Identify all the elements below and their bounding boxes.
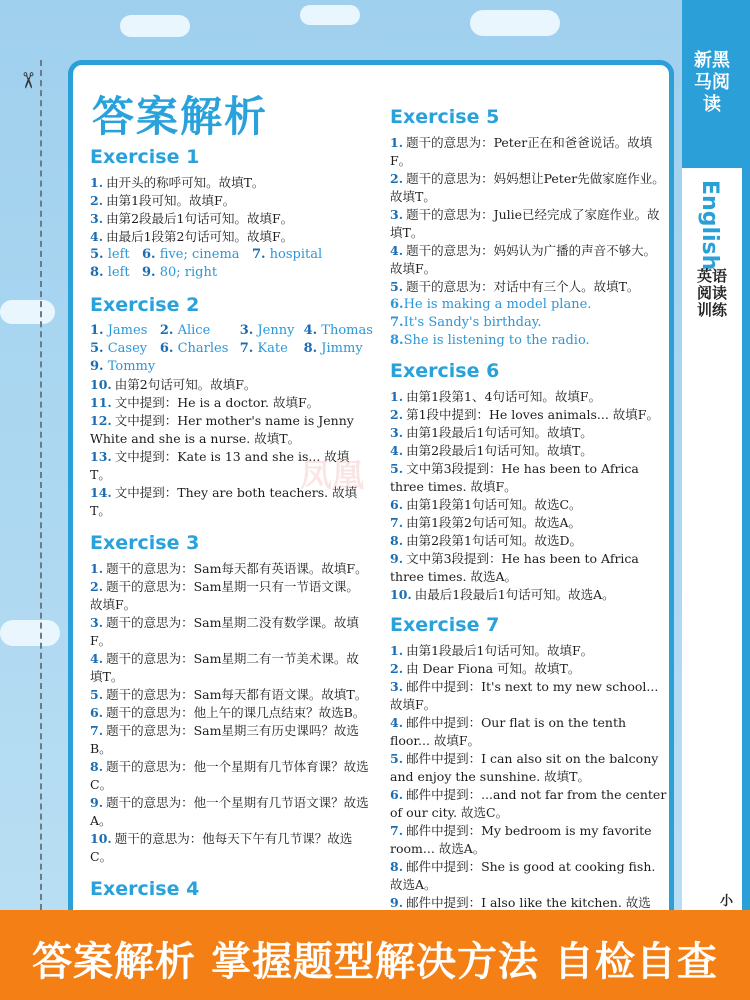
item-text: 邮件中提到：It's next to my new school... 故填F。 <box>390 679 659 712</box>
item-number: 1. <box>90 561 104 576</box>
item-text: 文中提到：He is a doctor. 故填F。 <box>114 395 320 410</box>
answer: Jimmy <box>321 341 363 356</box>
item-text: 文中第3段提到：He has been to Africa three times. 故选A。 <box>390 551 639 584</box>
answer-item <box>90 174 370 192</box>
item-text: 题干的意思为：Julie已经完成了家庭作业。故填T。 <box>390 207 660 240</box>
item-number: 8. <box>390 859 404 874</box>
exercise-7-items <box>390 642 668 930</box>
exercise-5-answers <box>390 296 668 350</box>
item-text: 由最后1段最后1句话可知。故选A。 <box>414 587 615 602</box>
item-number: 6. <box>390 297 404 312</box>
answer-item <box>90 578 370 614</box>
cut-line <box>40 60 42 910</box>
item-number: 7. <box>390 515 404 530</box>
answer-item <box>390 514 668 532</box>
answer-line <box>90 246 370 264</box>
answer-item <box>390 406 668 424</box>
answer-item <box>90 228 370 246</box>
item-text: 由第2句话可知。故填F。 <box>114 377 257 392</box>
item-text: 题干的意思为：他上午的课几点结束？故选B。 <box>106 705 366 720</box>
answer-item <box>390 296 668 314</box>
item-text: 邮件中提到：I can also sit on the balcony and enjoy the sunshine. 故填T。 <box>390 751 659 784</box>
answer: Tommy <box>107 359 156 374</box>
item-number: 14. <box>90 485 112 500</box>
item-number: 12. <box>90 413 112 428</box>
answer-item <box>390 750 668 786</box>
item-number: 5. <box>90 247 104 262</box>
item-text: 由第1段第1、4句话可知。故填F。 <box>406 389 602 404</box>
item-text: 题干的意思为：Sam星期二没有数学课。故填F。 <box>90 615 359 648</box>
answer: Alice <box>177 323 211 338</box>
item-number: 10. <box>90 377 112 392</box>
item-text: 由开头的称呼可知。故填T。 <box>106 175 265 190</box>
item-number: 11. <box>90 395 112 410</box>
item-number: 6. <box>159 341 174 356</box>
answer-item <box>390 242 668 278</box>
sidebar-english: English <box>697 180 722 271</box>
item-number: 1. <box>390 135 404 150</box>
item-number: 4. <box>90 229 104 244</box>
answer-item <box>390 822 668 858</box>
answer-item <box>390 714 668 750</box>
item-text: 由第2段第1句话可知。故选D。 <box>406 533 582 548</box>
item-number: 2. <box>390 171 404 186</box>
answer-item <box>90 394 370 412</box>
page-title: 答案解析 <box>92 92 269 141</box>
item-text: 由第1段第1句话可知。故选C。 <box>406 497 582 512</box>
item-number: 8. <box>390 333 404 348</box>
exercise-3-items <box>90 560 370 866</box>
answer-item <box>90 412 370 448</box>
item-text: 题干的意思为：Peter正在和爸爸说话。故填F。 <box>390 135 653 168</box>
item-text: 由最后1段第2句话可知。故填F。 <box>106 229 294 244</box>
answer: Jenny <box>257 323 295 338</box>
exercise-1-items <box>90 174 370 246</box>
answer-item <box>390 442 668 460</box>
item-text: He is making a model plane. <box>403 297 592 312</box>
item-text: 文中提到：Kate is 13 and she is... 故填T。 <box>90 449 350 482</box>
item-number: 7. <box>251 247 266 262</box>
item-number: 5. <box>390 279 404 294</box>
item-text: 题干的意思为：妈妈认为广播的声音不够大。故填F。 <box>390 243 657 276</box>
item-text: 由第2段最后1句话可知。故填T。 <box>406 443 593 458</box>
answer-item <box>90 722 370 758</box>
item-text: 邮件中提到：I also like the kitchen. 故选 <box>406 895 651 910</box>
item-number: 5. <box>390 461 404 476</box>
item-number: 7. <box>90 723 104 738</box>
answer-item <box>390 586 668 604</box>
answer-item <box>390 678 668 714</box>
answer-item <box>390 424 668 442</box>
answer-item <box>390 786 668 822</box>
answer-item <box>90 560 370 578</box>
item-number: 3. <box>90 211 104 226</box>
item-number: 2. <box>390 407 404 422</box>
item-number: 1. <box>90 323 104 338</box>
item-text: 题干的意思为：对话中有三个人。故填T。 <box>406 279 640 294</box>
item-number: 8. <box>303 341 318 356</box>
answer: Casey <box>107 341 148 356</box>
exercise-title: Exercise 5 <box>390 106 500 128</box>
answer-item <box>390 278 668 296</box>
right-column <box>390 100 668 930</box>
cloud <box>470 10 560 36</box>
sidebar-small-text: 小 <box>720 894 734 909</box>
item-text: She is listening to the radio. <box>403 333 590 348</box>
item-text: 题干的意思为：妈妈想让Peter先做家庭作业。故填T。 <box>390 171 665 204</box>
answer: left <box>107 265 130 280</box>
exercise-title: Exercise 3 <box>90 532 200 554</box>
item-number: 5. <box>390 751 404 766</box>
answer: five; cinema <box>159 247 240 262</box>
item-number: 2. <box>90 579 104 594</box>
item-number: 2. <box>159 323 174 338</box>
item-text: 文中提到：Her mother's name is Jenny White and she is a nurse. 故填T。 <box>90 413 354 446</box>
bottom-banner <box>0 910 750 1000</box>
answer: 80; right <box>159 265 218 280</box>
item-text: 邮件中提到：She is good at cooking fish. 故选A。 <box>390 859 656 892</box>
item-text: 题干的意思为：Sam星期二有一节美术课。故填T。 <box>90 651 359 684</box>
answer-item <box>390 332 668 350</box>
exercise-title: Exercise 7 <box>390 614 500 636</box>
item-number: 7. <box>390 315 404 330</box>
item-number: 1. <box>390 643 404 658</box>
exercise-title: Exercise 6 <box>390 360 500 382</box>
answer-item <box>90 484 370 520</box>
item-text: 由第1段第2句话可知。故选A。 <box>406 515 581 530</box>
item-text: 题干的意思为：Sam星期三有历史课吗？故选B。 <box>90 723 359 756</box>
item-number: 9. <box>142 265 156 280</box>
exercise-2-items <box>90 376 370 520</box>
item-number: 10. <box>390 587 412 602</box>
answer-item <box>390 550 668 586</box>
item-text: 由第1段最后1句话可知。故填F。 <box>406 643 594 658</box>
item-number: 2. <box>90 193 104 208</box>
item-number: 4. <box>90 651 104 666</box>
item-text: 题干的意思为：Sam星期一只有一节语文课。故填F。 <box>90 579 359 612</box>
item-text: 邮件中提到：...and not far from the center of our city. 故选C。 <box>390 787 667 820</box>
answer: James <box>107 323 148 338</box>
item-text: 题干的意思为：Sam每天都有语文课。故填T。 <box>106 687 368 702</box>
item-text: 由第2段最后1句话可知。故填F。 <box>106 211 294 226</box>
item-number: 6. <box>390 787 404 802</box>
answer-item <box>390 388 668 406</box>
item-number: 1. <box>390 389 404 404</box>
answer-item <box>390 532 668 550</box>
answer-item <box>90 448 370 484</box>
answer-line <box>90 264 370 282</box>
exercise-title: Exercise 2 <box>90 294 200 316</box>
cloud <box>0 300 55 324</box>
item-text: 邮件中提到：My bedroom is my favorite room... 故选A。 <box>390 823 652 856</box>
item-text: 题干的意思为：他每天下午有几节课？故选C。 <box>90 831 353 864</box>
item-number: 1. <box>90 175 104 190</box>
item-number: 5. <box>90 687 104 702</box>
item-number: 4. <box>390 715 404 730</box>
item-text: It's Sandy's birthday. <box>403 315 542 330</box>
sidebar-subtitle: 英语阅读训练 <box>697 267 728 319</box>
item-number: 8. <box>90 265 104 280</box>
item-text: 题干的意思为：他一个星期有几节体育课？故选C。 <box>90 759 369 792</box>
item-text: 第1段中提到：He loves animals... 故填F。 <box>406 407 659 422</box>
item-number: 6. <box>142 247 156 262</box>
item-number: 9. <box>90 795 104 810</box>
answer-item <box>90 758 370 794</box>
answer-item <box>390 134 668 170</box>
item-number: 4. <box>390 443 404 458</box>
answer-item <box>90 210 370 228</box>
banner-text: 答案解析 掌握题型解决方法 自检自查 <box>32 939 718 985</box>
answer: Kate <box>257 341 288 356</box>
item-text: 题干的意思为：他一个星期有几节语文课？故选A。 <box>90 795 369 828</box>
answer-item <box>90 376 370 394</box>
answer-item <box>90 794 370 830</box>
cloud <box>0 620 60 646</box>
item-number: 3. <box>390 425 404 440</box>
answer-item <box>90 686 370 704</box>
item-number: 3. <box>239 323 254 338</box>
item-text: 文中提到：They are both teachers. 故填T。 <box>90 485 358 518</box>
left-column <box>90 140 373 906</box>
item-text: 由第1段可知。故填F。 <box>106 193 236 208</box>
item-number: 9. <box>90 359 104 374</box>
item-number: 4. <box>303 323 318 338</box>
item-text: 文中第3段提到：He has been to Africa three times. 故填F。 <box>390 461 639 494</box>
item-text: 由第1段最后1句话可知。故填T。 <box>406 425 593 440</box>
cloud <box>300 5 360 25</box>
answer-item <box>390 314 668 332</box>
exercise-title: Exercise 1 <box>90 146 200 168</box>
answer-item <box>390 642 668 660</box>
answer-item <box>90 704 370 722</box>
exercise-6-items <box>390 388 668 604</box>
answer-item <box>90 650 370 686</box>
item-number: 2. <box>390 661 404 676</box>
exercise-5-items <box>390 134 668 296</box>
item-text: 题干的意思为：Sam每天都有英语课。故填F。 <box>106 561 368 576</box>
exercise-title: Exercise 4 <box>90 878 200 900</box>
item-number: 8. <box>90 759 104 774</box>
answer-item <box>390 496 668 514</box>
item-number: 9. <box>390 895 404 910</box>
item-number: 5. <box>90 341 104 356</box>
answer: hospital <box>269 247 323 262</box>
scissors-icon: ✂ <box>14 71 40 90</box>
answer-item <box>90 614 370 650</box>
answer-item <box>90 192 370 210</box>
item-number: 9. <box>390 551 404 566</box>
item-number: 6. <box>390 497 404 512</box>
answer: left <box>107 247 130 262</box>
answer-item <box>390 460 668 496</box>
answer-line <box>90 358 370 376</box>
item-number: 7. <box>390 823 404 838</box>
cloud <box>120 15 190 37</box>
item-number: 10. <box>90 831 112 846</box>
item-text: 邮件中提到：Our flat is on the tenth floor... 故填F。 <box>390 715 627 748</box>
answer-item <box>390 858 668 894</box>
item-number: 4. <box>390 243 404 258</box>
answer-line <box>90 340 370 358</box>
series-title: 新黑马阅读 <box>694 50 730 115</box>
item-number: 3. <box>390 679 404 694</box>
item-number: 6. <box>90 705 104 720</box>
answer-item <box>390 170 668 206</box>
answer-item <box>90 830 370 866</box>
item-number: 3. <box>90 615 104 630</box>
watermark: 凤凰 <box>300 456 365 494</box>
answer: Thomas <box>321 323 373 338</box>
item-number: 8. <box>390 533 404 548</box>
answer-line <box>90 322 373 340</box>
answer-item <box>390 660 668 678</box>
item-number: 13. <box>90 449 112 464</box>
item-text: 由 Dear Fiona 可知。故填T。 <box>406 661 581 676</box>
answer: Charles <box>177 341 229 356</box>
item-number: 3. <box>390 207 404 222</box>
answer-item <box>390 206 668 242</box>
item-number: 7. <box>239 341 254 356</box>
